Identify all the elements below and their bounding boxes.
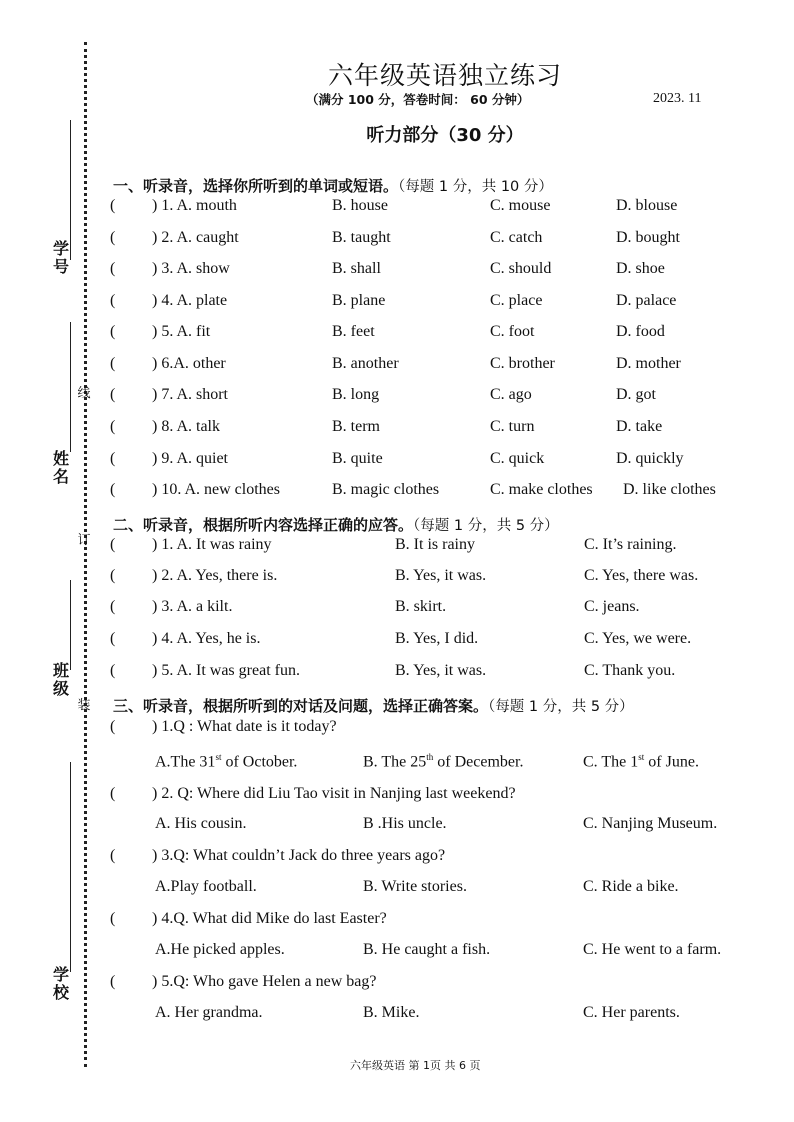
binding-margin bbox=[0, 0, 100, 1122]
option-a-text: A.Play football. bbox=[155, 878, 257, 895]
option-a bbox=[155, 815, 247, 833]
option-c-text: C. Her parents. bbox=[583, 1004, 680, 1021]
option-a: ) 2. A. caught bbox=[152, 229, 239, 246]
question-text: ) 2. Q: Where did Liu Tao visit in Nanjing last weekend? bbox=[152, 785, 516, 802]
option-d: D. take bbox=[616, 418, 663, 435]
option-c-rest: of June. bbox=[644, 753, 699, 771]
option-a-text: A. His cousin. bbox=[155, 815, 247, 832]
option-a-rest: of October. bbox=[221, 753, 298, 771]
option-d: D. blouse bbox=[616, 197, 678, 214]
option-b: B. taught bbox=[332, 229, 391, 246]
option-b bbox=[363, 878, 467, 896]
question-row bbox=[110, 662, 750, 684]
option-b: B. term bbox=[332, 418, 380, 435]
dotted-cut-line bbox=[84, 42, 87, 1067]
banji-line bbox=[70, 580, 71, 670]
option-c: C. catch bbox=[490, 229, 543, 246]
part-title: 听力部分（30 分） bbox=[366, 125, 524, 146]
xingming-line bbox=[70, 322, 71, 452]
option-d: D. food bbox=[616, 323, 665, 340]
option-c bbox=[583, 1004, 680, 1022]
question-row bbox=[110, 910, 750, 932]
option-a bbox=[155, 1004, 263, 1022]
question-row bbox=[110, 536, 750, 558]
question-text: ) 5.Q: Who gave Helen a new bag? bbox=[152, 973, 377, 990]
option-b-text: B. He caught a fish. bbox=[363, 941, 491, 958]
option-c bbox=[583, 878, 679, 896]
option-a: ) 10. A. new clothes bbox=[152, 481, 280, 498]
question-row bbox=[110, 292, 750, 314]
section2-note: （每题 1 分，共 5 分） bbox=[413, 518, 559, 534]
answer-blank[interactable]: ( bbox=[110, 450, 116, 467]
question-text: ) 4.Q. What did Mike do last Easter? bbox=[152, 910, 387, 927]
option-b: B. shall bbox=[332, 260, 381, 277]
option-b-text: B. The 25 bbox=[363, 753, 427, 771]
option-d: D. got bbox=[616, 386, 656, 403]
option-b-sup: th bbox=[426, 752, 434, 762]
answer-blank[interactable]: ( bbox=[110, 718, 116, 735]
option-a: ) 3. A. a kilt. bbox=[152, 598, 233, 615]
option-b: B. magic clothes bbox=[332, 481, 440, 498]
option-d: D. shoe bbox=[616, 260, 665, 277]
option-b: B. Yes, it was. bbox=[395, 567, 487, 584]
question-row bbox=[110, 630, 750, 652]
section1-heading bbox=[113, 175, 553, 196]
options-row bbox=[155, 815, 755, 837]
question-row bbox=[110, 973, 750, 995]
option-a: ) 3. A. show bbox=[152, 260, 230, 277]
option-a: ) 1. A. mouth bbox=[152, 197, 237, 214]
section2-heading bbox=[113, 514, 559, 535]
option-b-rest: of December. bbox=[433, 753, 524, 771]
option-c: C. should bbox=[490, 260, 552, 277]
answer-blank[interactable]: ( bbox=[110, 260, 116, 277]
option-b bbox=[363, 1004, 419, 1022]
option-c bbox=[583, 752, 699, 771]
exam-info: （满分 100 分，答卷时间： 60 分钟） bbox=[306, 92, 530, 107]
xingming-label: 姓名 bbox=[52, 449, 69, 486]
option-a-text: A.The 31 bbox=[155, 753, 216, 771]
answer-blank[interactable]: ( bbox=[110, 785, 116, 802]
answer-blank[interactable]: ( bbox=[110, 229, 116, 246]
question-row bbox=[110, 785, 750, 807]
option-b: B. long bbox=[332, 386, 380, 403]
answer-blank[interactable]: ( bbox=[110, 355, 116, 372]
option-a-text: A.He picked apples. bbox=[155, 941, 285, 958]
option-c: C. Thank you. bbox=[584, 662, 676, 679]
option-a: ) 8. A. talk bbox=[152, 418, 220, 435]
option-c: C. place bbox=[490, 292, 543, 309]
xuehao-label: 学号 bbox=[52, 239, 69, 276]
option-a bbox=[155, 941, 285, 959]
option-c-text: C. Nanjing Museum. bbox=[583, 815, 718, 832]
answer-blank[interactable]: ( bbox=[110, 662, 116, 679]
page-footer: 六年级英语 第 1页 共 6 页 bbox=[350, 1059, 481, 1072]
option-c bbox=[583, 941, 721, 959]
option-c bbox=[583, 815, 717, 833]
option-a: ) 1. A. It was rainy bbox=[152, 536, 272, 553]
option-a: ) 2. A. Yes, there is. bbox=[152, 567, 278, 584]
xuexiao-label: 学校 bbox=[52, 965, 69, 1002]
question-row bbox=[110, 450, 750, 472]
question-row bbox=[110, 197, 750, 219]
question-text: ) 1.Q : What date is it today? bbox=[152, 718, 337, 735]
options-row bbox=[155, 878, 755, 900]
option-c: C. make clothes bbox=[490, 481, 593, 498]
option-b: B. feet bbox=[332, 323, 375, 340]
option-d: D. mother bbox=[616, 355, 681, 372]
section1-title: 一、听录音，选择你所听到的单词或短语。 bbox=[113, 177, 399, 195]
section3-heading bbox=[113, 695, 634, 716]
answer-blank[interactable]: ( bbox=[110, 481, 116, 498]
question-row bbox=[110, 229, 750, 251]
option-a: ) 6.A. other bbox=[152, 355, 226, 372]
answer-blank[interactable]: ( bbox=[110, 418, 116, 435]
options-row bbox=[155, 941, 755, 963]
question-row bbox=[110, 567, 750, 589]
question-row bbox=[110, 481, 750, 503]
question-row bbox=[110, 355, 750, 377]
option-a-sup: st bbox=[215, 752, 222, 762]
option-a: ) 7. A. short bbox=[152, 386, 228, 403]
option-b: B. Yes, it was. bbox=[395, 662, 487, 679]
question-row bbox=[110, 598, 750, 620]
option-b-text: B .His uncle. bbox=[363, 815, 447, 832]
option-b: B. skirt. bbox=[395, 598, 447, 615]
option-c: C. foot bbox=[490, 323, 535, 340]
options-row bbox=[155, 1004, 755, 1026]
option-c-text: C. Ride a bike. bbox=[583, 878, 679, 895]
option-d: D. like clothes bbox=[623, 481, 716, 498]
answer-blank[interactable]: ( bbox=[110, 910, 116, 927]
exam-date: 2023. 11 bbox=[653, 91, 702, 106]
option-c: C. quick bbox=[490, 450, 545, 467]
option-c: C. Yes, we were. bbox=[584, 630, 692, 647]
answer-blank[interactable]: ( bbox=[110, 630, 116, 647]
option-a: ) 9. A. quiet bbox=[152, 450, 228, 467]
xuexiao-line bbox=[70, 762, 71, 972]
option-b: B. plane bbox=[332, 292, 386, 309]
question-row bbox=[110, 386, 750, 408]
option-b: B. Yes, I did. bbox=[395, 630, 479, 647]
option-b-text: B. Mike. bbox=[363, 1004, 420, 1021]
option-a: ) 4. A. Yes, he is. bbox=[152, 630, 261, 647]
zhuang-label: 装 bbox=[77, 698, 91, 713]
option-c-text: C. He went to a farm. bbox=[583, 941, 722, 958]
section3-note: （每题 1 分，共 5 分） bbox=[488, 699, 634, 715]
option-b-text: B. Write stories. bbox=[363, 878, 467, 895]
question-row bbox=[110, 718, 750, 740]
option-c: C. It’s raining. bbox=[584, 536, 677, 553]
option-c-text: C. The 1 bbox=[583, 753, 639, 771]
option-a: ) 5. A. fit bbox=[152, 323, 211, 340]
answer-blank[interactable]: ( bbox=[110, 197, 116, 214]
section3-title: 三、听录音，根据所听到的对话及问题，选择正确答案。 bbox=[113, 697, 489, 715]
option-a bbox=[155, 752, 297, 771]
answer-blank[interactable]: ( bbox=[110, 386, 116, 403]
option-c: C. turn bbox=[490, 418, 535, 435]
option-d: D. bought bbox=[616, 229, 680, 246]
option-b: B. another bbox=[332, 355, 399, 372]
option-c: C. ago bbox=[490, 386, 532, 403]
option-a: ) 4. A. plate bbox=[152, 292, 228, 309]
answer-blank[interactable]: ( bbox=[110, 847, 116, 864]
ding-label: 订 bbox=[77, 533, 91, 548]
option-c: C. mouse bbox=[490, 197, 551, 214]
xuehao-line bbox=[70, 120, 71, 260]
answer-blank[interactable]: ( bbox=[110, 598, 116, 615]
option-a bbox=[155, 878, 257, 896]
option-b: B. house bbox=[332, 197, 388, 214]
answer-blank[interactable]: ( bbox=[110, 973, 116, 990]
answer-blank[interactable]: ( bbox=[110, 292, 116, 309]
question-row bbox=[110, 323, 750, 345]
option-c-sup: st bbox=[638, 752, 645, 762]
option-c: C. jeans. bbox=[584, 598, 640, 615]
option-b: B. quite bbox=[332, 450, 383, 467]
option-b bbox=[363, 941, 490, 959]
option-b: B. It is rainy bbox=[395, 536, 475, 553]
question-row bbox=[110, 847, 750, 869]
option-b bbox=[363, 815, 447, 833]
option-c: C. Yes, there was. bbox=[584, 567, 699, 584]
option-d: D. quickly bbox=[616, 450, 684, 467]
section2-title: 二、听录音，根据所听内容选择正确的应答。 bbox=[113, 516, 414, 534]
option-a: ) 5. A. It was great fun. bbox=[152, 662, 300, 679]
option-b bbox=[363, 752, 523, 771]
answer-blank[interactable]: ( bbox=[110, 567, 116, 584]
section1-note: （每题 1 分，共 10 分） bbox=[398, 179, 553, 195]
answer-blank[interactable]: ( bbox=[110, 323, 116, 340]
option-a-text: A. Her grandma. bbox=[155, 1004, 263, 1021]
option-d: D. palace bbox=[616, 292, 677, 309]
answer-blank[interactable]: ( bbox=[110, 536, 116, 553]
question-text: ) 3.Q: What couldn’t Jack do three years ago? bbox=[152, 847, 446, 864]
banji-label: 班级 bbox=[52, 661, 69, 698]
question-row bbox=[110, 260, 750, 282]
question-row bbox=[110, 418, 750, 440]
options-row bbox=[155, 752, 755, 774]
xian-label: 线 bbox=[77, 386, 91, 401]
option-c: C. brother bbox=[490, 355, 555, 372]
page-title: 六年级英语独立练习 bbox=[327, 61, 562, 90]
